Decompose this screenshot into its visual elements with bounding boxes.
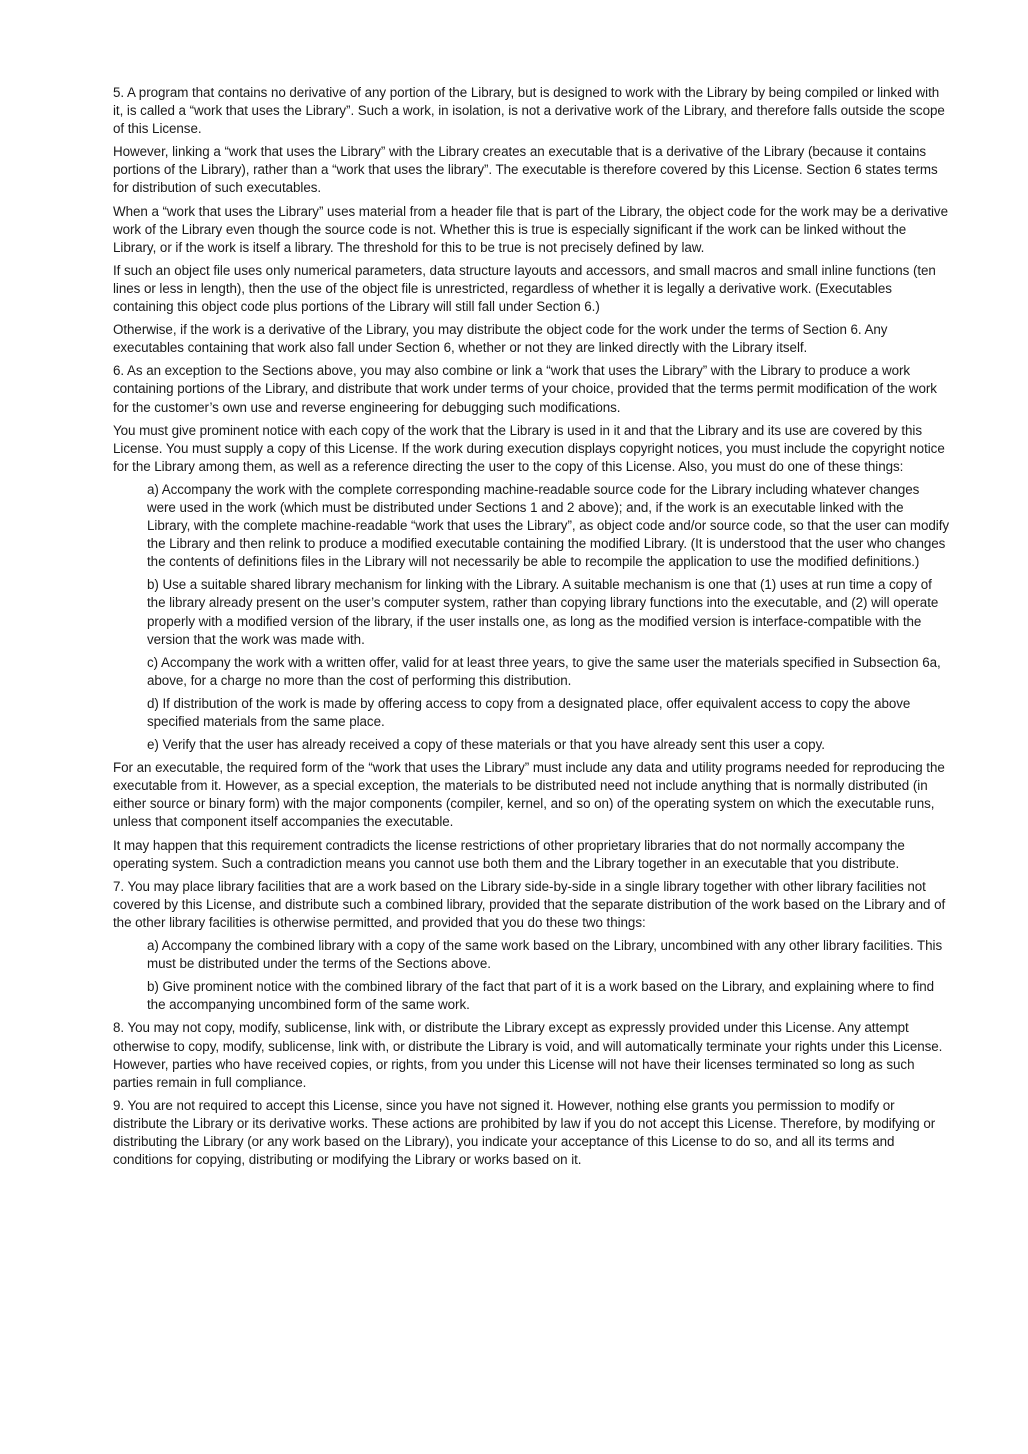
clause-7a-paragraph: a) Accompany the combined library with a copy of the same work based on the Library, uncombined with any other library facilities. This must be distributed under the terms of the Sections above. bbox=[147, 938, 943, 972]
clause-6d-paragraph: d) If distribution of the work is made by offering access to copy from a designated place, offer equivalent access to copy the above specified materials from the same place. bbox=[147, 695, 911, 729]
document-page bbox=[113, 84, 949, 1174]
linking-paragraph: However, linking a “work that uses the Library” with the Library creates an executable that is a derivative of the Library (because it contains portions of the Library), rather than a “work that uses the library”. The executable is therefore covered by this License. Section 6 states terms for distribution of such executables. bbox=[113, 144, 938, 196]
header-file-paragraph: When a “work that uses the Library” uses material from a header file that is part of the Library, the object code for the work may be a derivative work of the Library even though the source code is not. Whether this is true is especially significant if the work can be linked without the Library, or if the work is itself a library. The threshold for this to be true is not precisely defined by law. bbox=[113, 203, 948, 255]
otherwise-paragraph: Otherwise, if the work is a derivative of the Library, you may distribute the object code for the work under the terms of Section 6. Any executables containing that work also fall under Section 6, whether or not they are linked directly with the Library itself. bbox=[113, 322, 888, 356]
section-7-paragraph: 7. You may place library facilities that are a work based on the Library side-by-side in a single library together with other library facilities not covered by this License, and distribute such a combined library, provided that the separate distribution of the work based on the Library and of the other library facilities is otherwise permitted, and provided that you do these two things: bbox=[113, 878, 946, 930]
object-file-paragraph: If such an object file uses only numerical parameters, data structure layouts and accessors, and small macros and small inline functions (ten lines or less in length), then the use of the object file is unrestricted, regardless of whether it is legally a derivative work. (Executables containing this object code plus portions of the Library will still fall under Section 6.) bbox=[113, 262, 936, 315]
clause-6a-paragraph: a) Accompany the work with the complete corresponding machine-readable source code for the Library including whatever changes were used in the work (which must be distributed under Sections 1 and 2 above); and, if the work is an executable linked with the Library, with the complete machine-readable “work that uses the Library”, as object code and/or source code, so that the user can modify the Library and then relink to produce a modified executable containing the modified Library. (It is understood that the user who changes the contents of definitions files in the Library will not necessarily be able to recompile the application to use the modified definitions.) bbox=[147, 481, 950, 570]
prominent-notice-paragraph: You must give prominent notice with each copy of the work that the Library is used in it and that the Library and its use are covered by this License. You must supply a copy of this License. If the work during execution displays copyright notices, you must include the copyright notice for the Library among them, as well as a reference directing the user to the copy of this License. Also, you must do one of these things: bbox=[113, 422, 945, 474]
section-5-paragraph: 5. A program that contains no derivative of any portion of the Library, but is designed to work with the Library by being compiled or linked with it, is called a “work that uses the Library”. Such a work, in isolation, is not a derivative work of the Library, and therefore falls outside the scope of this License. bbox=[113, 85, 945, 137]
section-9-paragraph: 9. You are not required to accept this License, since you have not signed it. However, nothing else grants you permission to modify or distribute the Library or its derivative works. These actions are prohibited by law if you do not accept this License. Therefore, by modifying or distributing the Library (or any work based on the Library), you indicate your acceptance of this License to do so, and all its terms and conditions for copying, distributing or modifying the Library or works based on it. bbox=[113, 1097, 936, 1168]
section-6-paragraph: 6. As an exception to the Sections above, you may also combine or link a “work that uses the Library” with the Library to produce a work containing portions of the Library, and distribute that work under terms of your choice, provided that the terms permit modification of the work for the customer’s own use and reverse engineering for debugging such modifications. bbox=[113, 363, 937, 415]
clause-7b-paragraph: b) Give prominent notice with the combined library of the fact that part of it is a work based on the Library, and explaining where to find the accompanying uncombined form of the same work. bbox=[147, 979, 934, 1013]
clause-6e-paragraph: e) Verify that the user has already received a copy of these materials or that you have already sent this user a copy. bbox=[147, 737, 825, 753]
executable-form-paragraph: For an executable, the required form of the “work that uses the Library” must include any data and utility programs needed for reproducing the executable from it. However, as a special exception, the materials to be distributed need not include anything that is normally distributed (in either source or binary form) with the major components (compiler, kernel, and so on) of the operating system on which the executable runs, unless that component itself accompanies the executable. bbox=[113, 760, 945, 830]
section-8-paragraph: 8. You may not copy, modify, sublicense, link with, or distribute the Library except as expressly provided under this License. Any attempt otherwise to copy, modify, sublicense, link with, or distribute the Library is void, and will automatically terminate your rights under this License. However, parties who have received copies, or rights, from you under this License will not have their licenses terminated so long as such parties remain in full compliance. bbox=[113, 1020, 943, 1090]
clause-6b-paragraph: b) Use a suitable shared library mechanism for linking with the Library. A suitable mechanism is one that (1) uses at run time a copy of the library already present on the user’s computer system, rather than copying library functions into the executable, and (2) will operate properly with a modified version of the library, if the user installs one, as long as the modified version is interface-compatible with the version that the work was made with. bbox=[147, 577, 939, 647]
clause-6c-paragraph: c) Accompany the work with a written offer, valid for at least three years, to give the same user the materials specified in Subsection 6a, above, for a charge no more than the cost of performing this distribution. bbox=[147, 654, 941, 688]
contradiction-paragraph: It may happen that this requirement contradicts the license restrictions of other proprietary libraries that do not normally accompany the operating system. Such a contradiction means you cannot use both them and the Library together in an executable that you distribute. bbox=[113, 837, 905, 871]
